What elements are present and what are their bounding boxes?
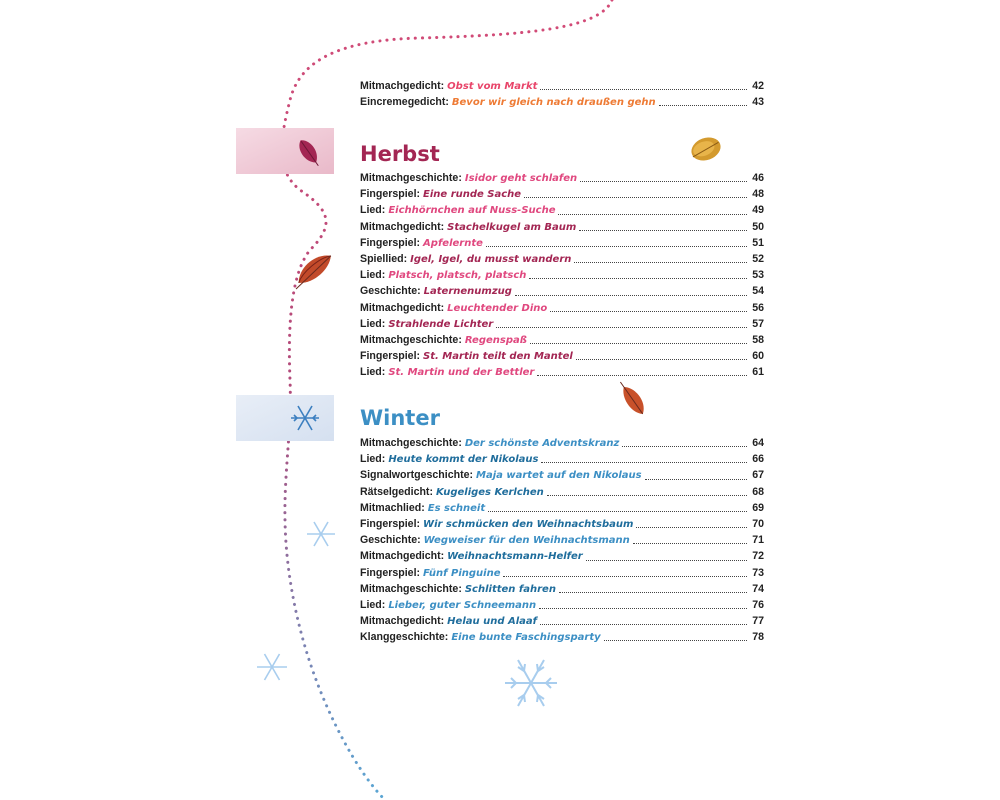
entry-category: Mitmachgeschichte: xyxy=(360,582,462,595)
leader-dots xyxy=(659,105,747,106)
entry-title: Heute kommt der Nikolaus xyxy=(388,454,539,466)
leader-dots xyxy=(574,262,747,263)
entry-title: Schlitten fahren xyxy=(464,583,556,595)
entry-title: Stachelkugel am Baum xyxy=(447,221,577,233)
entry-category: Mitmachgedicht: xyxy=(360,80,445,92)
entry-category: Klanggeschichte: xyxy=(360,631,449,644)
entry-category: Fingerspiel: xyxy=(360,188,421,201)
entry-title: Bevor wir gleich nach draußen gehn xyxy=(451,97,656,109)
leader-dots xyxy=(529,278,747,279)
leader-dots xyxy=(539,608,747,609)
leader-dots xyxy=(540,624,747,625)
entry-page-number: 71 xyxy=(752,534,764,547)
entry-category: Lied: xyxy=(360,453,386,466)
entry-page-number: 67 xyxy=(752,469,764,482)
entry-title: Strahlende Lichter xyxy=(388,318,494,330)
winter-heading: Winter xyxy=(360,406,440,430)
entry-category: Lied: xyxy=(360,366,386,379)
toc-entry[interactable] xyxy=(360,283,764,299)
toc-top-list xyxy=(360,78,764,110)
entry-title: Eine bunte Faschingsparty xyxy=(451,632,601,644)
entry-page-number: 43 xyxy=(752,96,764,109)
snowflake-large-icon xyxy=(505,660,557,706)
entry-category: Eincremegedicht: xyxy=(360,96,449,109)
entry-page-number: 72 xyxy=(752,550,764,563)
entry-title: St. Martin und der Bettler xyxy=(388,367,535,379)
entry-page-number: 51 xyxy=(752,236,764,249)
entry-category: Lied: xyxy=(360,204,386,217)
entry-title: Igel, Igel, du musst wandern xyxy=(410,253,572,265)
entry-page-number: 57 xyxy=(752,317,764,330)
dotted-trail xyxy=(282,0,612,800)
snowflake-icon xyxy=(291,406,319,430)
entry-title: Eichhörnchen auf Nuss-Suche xyxy=(388,205,556,217)
toc-entry[interactable] xyxy=(360,300,764,316)
entry-category: Lied: xyxy=(360,598,386,611)
entry-title: Eine runde Sache xyxy=(423,189,522,201)
entry-title: Der schönste Adventskranz xyxy=(464,438,620,449)
leader-dots xyxy=(576,359,747,360)
toc-entry[interactable] xyxy=(360,94,764,110)
entry-title: Weihnachtsmann-Helfer xyxy=(447,551,583,563)
leader-dots xyxy=(540,89,747,90)
entry-title: Wir schmücken den Weihnachtsbaum xyxy=(423,518,634,530)
entry-page-number: 78 xyxy=(752,631,764,644)
entry-category: Fingerspiel: xyxy=(360,236,421,249)
entry-page-number: 70 xyxy=(752,517,764,530)
leader-dots xyxy=(503,576,747,577)
toc-entry[interactable] xyxy=(360,219,764,235)
toc-entry[interactable] xyxy=(360,170,764,186)
toc-entry[interactable] xyxy=(360,251,764,267)
toc-entry[interactable] xyxy=(360,467,764,483)
leader-dots xyxy=(530,343,747,344)
entry-title: Kugeliges Kerlchen xyxy=(436,486,544,498)
leader-dots xyxy=(496,327,747,328)
toc-entry[interactable] xyxy=(360,581,764,597)
golden-leaf-icon xyxy=(688,134,724,165)
toc-entry[interactable] xyxy=(360,267,764,283)
entry-category: Mitmachlied: xyxy=(360,501,425,514)
entry-category: Fingerspiel: xyxy=(360,350,421,363)
snowflake-light-icon xyxy=(257,654,287,680)
leader-dots xyxy=(488,511,747,512)
entry-category: Lied: xyxy=(360,317,386,330)
toc-entry[interactable] xyxy=(360,332,764,348)
entry-page-number: 53 xyxy=(752,269,764,282)
entry-category: Mitmachgedicht: xyxy=(360,220,445,233)
entry-title: Helau und Alaaf xyxy=(447,616,537,628)
entry-page-number: 76 xyxy=(752,598,764,611)
entry-title: Laternenumzug xyxy=(423,286,512,298)
entry-category: Geschichte: xyxy=(360,534,421,547)
toc-entry[interactable] xyxy=(360,235,764,251)
entry-page-number: 77 xyxy=(752,615,764,628)
toc-entry[interactable] xyxy=(360,565,764,581)
entry-category: Mitmachgedicht: xyxy=(360,550,445,563)
leader-dots xyxy=(579,230,747,231)
entry-title: Obst vom Markt xyxy=(447,81,538,92)
entry-page-number: 52 xyxy=(752,252,764,265)
herbst-heading: Herbst xyxy=(360,142,440,166)
herbst-list xyxy=(360,170,764,380)
snowflake-light-icon xyxy=(307,522,335,546)
leader-dots xyxy=(645,479,747,480)
entry-category: Signalwortgeschichte: xyxy=(360,469,474,482)
leader-dots xyxy=(636,527,747,528)
toc-entry[interactable] xyxy=(360,532,764,548)
toc-entry[interactable] xyxy=(360,597,764,613)
entry-page-number: 69 xyxy=(752,501,764,514)
entry-category: Mitmachgeschichte: xyxy=(360,333,462,346)
toc-entry[interactable] xyxy=(360,364,764,380)
leader-dots xyxy=(586,560,747,561)
entry-title: Wegweiser für den Weihnachtsmann xyxy=(423,535,630,547)
entry-title: Leuchtender Dino xyxy=(447,302,548,314)
leader-dots xyxy=(537,375,747,376)
entry-category: Lied: xyxy=(360,269,386,282)
entry-page-number: 74 xyxy=(752,582,764,595)
entry-category: Mitmachgedicht: xyxy=(360,615,445,628)
leader-dots xyxy=(633,543,747,544)
leader-dots xyxy=(622,446,747,447)
entry-title: Isidor geht schlafen xyxy=(464,173,578,184)
entry-category: Spiellied: xyxy=(360,252,408,265)
entry-category: Mitmachgeschichte: xyxy=(360,437,462,449)
leader-dots xyxy=(486,246,747,247)
toc-entry[interactable] xyxy=(360,629,764,645)
entry-page-number: 48 xyxy=(752,188,764,201)
entry-page-number: 61 xyxy=(752,366,764,379)
entry-category: Rätselgedicht: xyxy=(360,485,433,498)
leaf-icon xyxy=(295,136,324,169)
red-leaf-icon xyxy=(288,249,335,292)
autumn-leaf-icon xyxy=(615,378,649,418)
entry-page-number: 60 xyxy=(752,350,764,363)
entry-title: Maja wartet auf den Nikolaus xyxy=(476,470,642,482)
entry-title: Fünf Pinguine xyxy=(423,567,501,579)
leader-dots xyxy=(541,462,747,463)
entry-page-number: 64 xyxy=(752,437,764,449)
entry-page-number: 54 xyxy=(752,285,764,298)
entry-category: Mitmachgedicht: xyxy=(360,301,445,314)
leader-dots xyxy=(580,181,747,182)
entry-page-number: 68 xyxy=(752,485,764,498)
entry-title: Apfelernte xyxy=(423,237,483,249)
entry-page-number: 73 xyxy=(752,566,764,579)
entry-category: Fingerspiel: xyxy=(360,566,421,579)
toc-entry[interactable] xyxy=(360,316,764,332)
toc-entry[interactable] xyxy=(360,186,764,202)
toc-entry[interactable] xyxy=(360,613,764,629)
toc-entry[interactable] xyxy=(360,451,764,467)
entry-page-number: 42 xyxy=(752,80,764,92)
entry-category: Fingerspiel: xyxy=(360,517,421,530)
entry-title: Regenspaß xyxy=(464,334,527,346)
toc-entry[interactable] xyxy=(360,202,764,218)
entry-category: Geschichte: xyxy=(360,285,421,298)
toc-entry[interactable] xyxy=(360,548,764,564)
toc-entry[interactable] xyxy=(360,78,764,94)
herbst-tab xyxy=(236,128,334,174)
toc-entry[interactable] xyxy=(360,516,764,532)
entry-page-number: 66 xyxy=(752,453,764,466)
entry-title: St. Martin teilt den Mantel xyxy=(423,351,573,363)
entry-title: Lieber, guter Schneemann xyxy=(388,599,537,611)
toc-entry[interactable] xyxy=(360,484,764,500)
toc-entry[interactable] xyxy=(360,500,764,516)
toc-entry[interactable] xyxy=(360,348,764,364)
toc-entry[interactable] xyxy=(360,435,764,451)
leader-dots xyxy=(604,640,747,641)
leader-dots xyxy=(547,495,747,496)
entry-page-number: 50 xyxy=(752,220,764,233)
leader-dots xyxy=(550,311,747,312)
leader-dots xyxy=(559,592,747,593)
leader-dots xyxy=(558,214,747,215)
winter-list xyxy=(360,435,764,645)
entry-page-number: 49 xyxy=(752,204,764,217)
entry-category: Mitmachgeschichte: xyxy=(360,172,462,184)
entry-page-number: 56 xyxy=(752,301,764,314)
entry-title: Platsch, platsch, platsch xyxy=(388,270,527,282)
leader-dots xyxy=(524,197,747,198)
leader-dots xyxy=(515,295,747,296)
entry-title: Es schneit xyxy=(427,502,486,514)
winter-tab xyxy=(236,395,334,441)
entry-page-number: 58 xyxy=(752,333,764,346)
entry-page-number: 46 xyxy=(752,172,764,184)
